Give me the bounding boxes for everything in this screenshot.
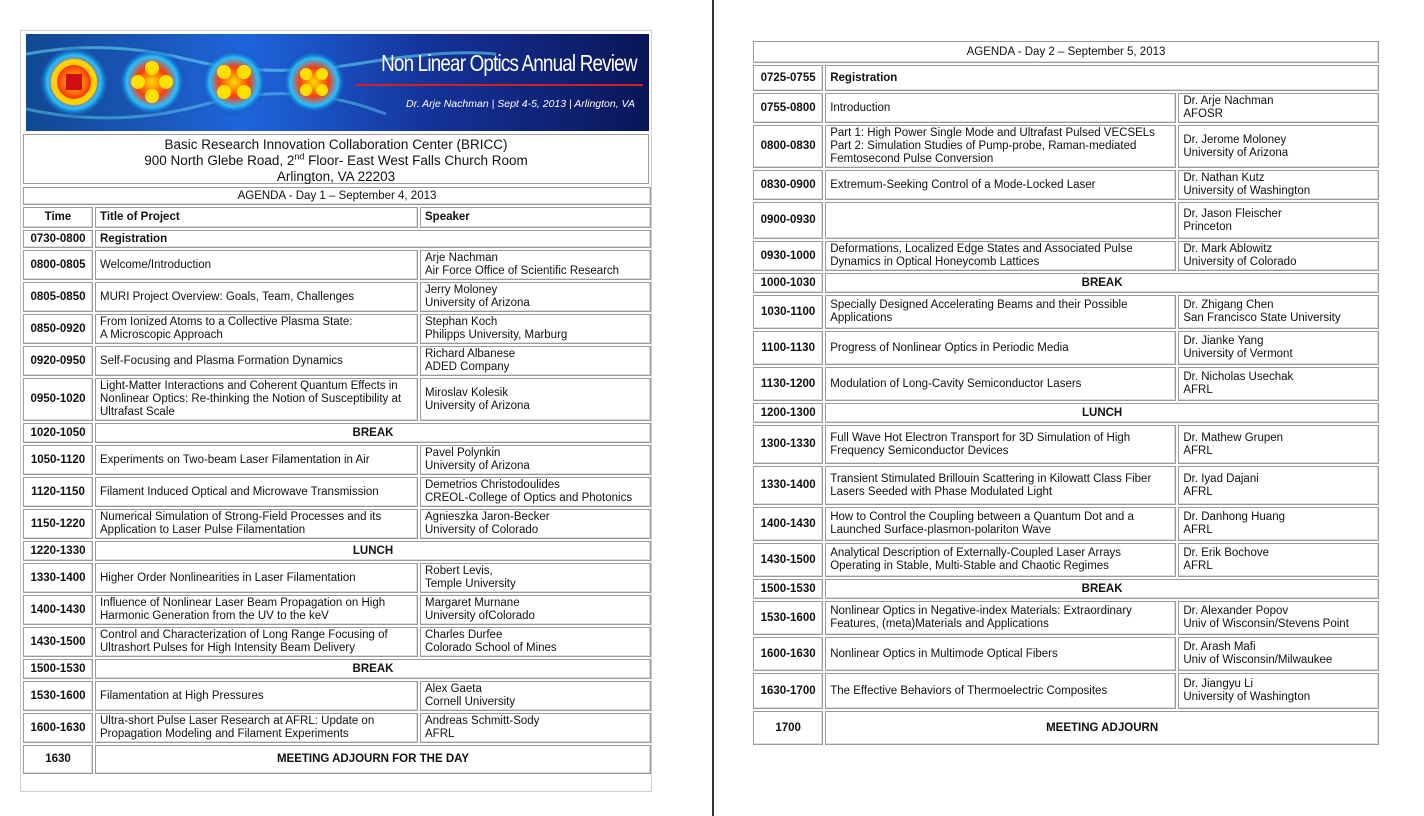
speaker-affiliation: University of Vermont bbox=[1183, 348, 1293, 360]
session-speaker bbox=[1178, 93, 1379, 123]
session-title bbox=[95, 282, 418, 312]
session-title bbox=[95, 681, 418, 711]
speaker-affiliation: Air Force Office of Scientific Research bbox=[425, 265, 620, 277]
session-title bbox=[95, 378, 418, 421]
speaker-name: Dr. Jason Fleischer bbox=[1183, 207, 1282, 220]
speaker-name: Dr. Nathan Kutz bbox=[1183, 172, 1265, 184]
session-title bbox=[95, 445, 418, 475]
session-time: 1400-1430 bbox=[23, 595, 93, 625]
session-speaker bbox=[420, 282, 651, 312]
speaker-name: Dr. Erik Bochove bbox=[1183, 547, 1269, 559]
session-time: 0950-1020 bbox=[23, 378, 93, 421]
agenda-table-day2 bbox=[751, 39, 1381, 747]
table-row bbox=[23, 230, 651, 248]
session-speaker bbox=[420, 627, 651, 657]
agenda-table-day1 bbox=[21, 185, 653, 776]
session-time: 1430-1500 bbox=[753, 543, 823, 577]
session-speaker bbox=[420, 445, 651, 475]
title-line: Nonlinear Optics in Negative-index Materials: Extraordinary bbox=[830, 605, 1132, 617]
table-row bbox=[753, 93, 1379, 123]
speaker-name: Dr. Jianke Yang bbox=[1183, 335, 1264, 347]
table-row bbox=[753, 65, 1379, 91]
session-title bbox=[825, 202, 1176, 239]
title-line: Propagation Modeling and Filament Experiments bbox=[100, 728, 349, 740]
speaker-affiliation: AFRL bbox=[1183, 384, 1213, 396]
speaker-name: Pavel Polynkin bbox=[425, 447, 501, 459]
session-title bbox=[95, 713, 418, 743]
banner-rule bbox=[356, 84, 643, 86]
table-row bbox=[753, 367, 1379, 401]
speaker-affiliation: AFRL bbox=[1183, 560, 1213, 572]
title-line: Ultra-short Pulse Laser Research at AFRL: Update on bbox=[100, 715, 375, 727]
col-time: Time bbox=[23, 207, 93, 228]
title-line: Dynamics in Optical Honeycomb Lattices bbox=[830, 256, 1040, 268]
session-time: 0725-0755 bbox=[753, 65, 823, 91]
speaker-name: Dr. Iyad Dajani bbox=[1183, 472, 1259, 485]
speaker-name: Margaret Murnane bbox=[425, 597, 520, 609]
session-time: 1300-1330 bbox=[753, 425, 823, 464]
session-title bbox=[825, 466, 1176, 505]
table-row bbox=[753, 295, 1379, 329]
session-title bbox=[825, 170, 1176, 200]
table-row bbox=[753, 673, 1379, 709]
title-line: From Ionized Atoms to a Collective Plasma State: bbox=[100, 316, 353, 328]
speaker-affiliation: Temple University bbox=[425, 578, 516, 590]
session-title bbox=[95, 477, 418, 507]
table-row bbox=[23, 627, 651, 657]
title-line: Light-Matter Interactions and Coherent Quantum Effects in bbox=[100, 380, 398, 392]
table-row bbox=[23, 378, 651, 421]
session-title bbox=[825, 543, 1176, 577]
table-row bbox=[753, 579, 1379, 599]
optics-rings-graphic bbox=[26, 34, 649, 131]
session-break bbox=[825, 711, 1379, 745]
title-line: Femtosecond Pulse Conversion bbox=[830, 153, 994, 165]
title-line: Part 1: High Power Single Mode and Ultrafast Pulsed VECSELs bbox=[830, 127, 1155, 139]
table-row bbox=[753, 711, 1379, 745]
title-line: Specially Designed Accelerating Beams and their Possible bbox=[830, 299, 1128, 311]
speaker-name: Dr. Mathew Grupen bbox=[1183, 431, 1284, 444]
speaker-name: Arje Nachman bbox=[425, 252, 498, 264]
speaker-affiliation: CREOL-College of Optics and Photonics bbox=[425, 492, 633, 504]
session-time: 1700 bbox=[753, 711, 823, 745]
speaker-affiliation: Univ of Wisconsin/Stevens Point bbox=[1183, 618, 1349, 630]
speaker-affiliation: AFRL bbox=[425, 728, 455, 740]
session-time: 1600-1630 bbox=[753, 637, 823, 671]
table-row bbox=[753, 543, 1379, 577]
speaker-affiliation: University of Arizona bbox=[425, 297, 530, 309]
session-time: 1530-1600 bbox=[753, 601, 823, 635]
title-line: LUNCH bbox=[1081, 406, 1123, 419]
session-time: 1500-1530 bbox=[753, 579, 823, 599]
session-speaker bbox=[1178, 543, 1379, 577]
title-line: Operating in Stable, Multi-Stable and Chaotic Regimes bbox=[830, 560, 1109, 572]
session-speaker bbox=[1178, 295, 1379, 329]
title-line: Extremum-Seeking Control of a Mode-Locked Laser bbox=[830, 178, 1096, 191]
speaker-name: Dr. Mark Ablowitz bbox=[1183, 243, 1273, 255]
session-speaker bbox=[1178, 601, 1379, 635]
session-title bbox=[825, 367, 1176, 401]
session-title bbox=[825, 93, 1176, 123]
speaker-affiliation: University ofColorado bbox=[425, 610, 535, 622]
speaker-name: Robert Levis, bbox=[425, 565, 493, 577]
banner-title: Non Linear Optics Annual Review bbox=[381, 50, 637, 76]
title-line: Deformations, Localized Edge States and Associated Pulse bbox=[830, 243, 1133, 255]
title-line: Self-Focusing and Plasma Formation Dynamics bbox=[100, 354, 343, 367]
speaker-affiliation: Princeton bbox=[1183, 220, 1232, 233]
title-line: LUNCH bbox=[352, 544, 394, 557]
banner bbox=[26, 34, 649, 131]
table-row bbox=[23, 346, 651, 376]
title-line: Transient Stimulated Brillouin Scattering in Kilowatt Class Fiber bbox=[830, 472, 1152, 485]
agenda-header-row bbox=[753, 41, 1379, 63]
session-time: 1630-1700 bbox=[753, 673, 823, 709]
title-line: Harmonic Generation from the UV to the keV bbox=[100, 610, 329, 622]
speaker-affiliation: Cornell University bbox=[425, 696, 516, 708]
session-time: 0850-0920 bbox=[23, 314, 93, 344]
speaker-name: Jerry Moloney bbox=[425, 284, 498, 296]
title-line: Lasers Seeded with Phase Modulated Light bbox=[830, 485, 1053, 498]
title-line: MURI Project Overview: Goals, Team, Challenges bbox=[100, 290, 355, 303]
speaker-affiliation: University of Arizona bbox=[425, 460, 530, 472]
session-break bbox=[95, 541, 651, 561]
session-speaker bbox=[1178, 202, 1379, 239]
session-speaker bbox=[1178, 331, 1379, 365]
title-line: Modulation of Long-Cavity Semiconductor Lasers bbox=[830, 377, 1082, 390]
table-row bbox=[23, 541, 651, 561]
table-row bbox=[23, 314, 651, 344]
session-title bbox=[825, 125, 1176, 168]
speaker-name: Dr. Zhigang Chen bbox=[1183, 299, 1274, 311]
session-speaker bbox=[420, 713, 651, 743]
session-time: 0830-0900 bbox=[753, 170, 823, 200]
speaker-name: Charles Durfee bbox=[425, 629, 503, 641]
speaker-name: Agnieszka Jaron-Becker bbox=[425, 511, 550, 523]
col-title: Title of Project bbox=[95, 207, 418, 228]
session-speaker bbox=[420, 509, 651, 539]
title-line: Features, (meta)Materials and Applications bbox=[830, 618, 1049, 630]
session-title bbox=[825, 241, 1176, 271]
session-time: 1030-1100 bbox=[753, 295, 823, 329]
session-title bbox=[825, 331, 1176, 365]
table-row bbox=[753, 331, 1379, 365]
speaker-name: Richard Albanese bbox=[425, 348, 516, 360]
table-row bbox=[753, 241, 1379, 271]
title-line: Application to Laser Pulse Filamentation bbox=[100, 524, 306, 536]
agenda-header-row bbox=[23, 187, 651, 205]
session-speaker bbox=[420, 250, 651, 280]
session-title bbox=[825, 601, 1176, 635]
agenda-header-day1: AGENDA - Day 1 – September 4, 2013 bbox=[23, 187, 651, 205]
session-speaker bbox=[420, 378, 651, 421]
table-row bbox=[753, 273, 1379, 293]
agenda-page-day1 bbox=[20, 30, 652, 792]
table-row bbox=[753, 637, 1379, 671]
speaker-affiliation: University of Colorado bbox=[425, 524, 539, 536]
session-break bbox=[95, 659, 651, 679]
page-divider bbox=[712, 0, 714, 816]
table-row bbox=[23, 509, 651, 539]
session-time: 1430-1500 bbox=[23, 627, 93, 657]
session-time: 1220-1330 bbox=[23, 541, 93, 561]
table-row bbox=[23, 563, 651, 593]
session-time: 0800-0830 bbox=[753, 125, 823, 168]
session-speaker bbox=[1178, 170, 1379, 200]
speaker-affiliation: Philipps University, Marburg bbox=[425, 329, 568, 341]
session-speaker bbox=[1178, 673, 1379, 709]
speaker-name: Dr. Jerome Moloney bbox=[1183, 133, 1287, 146]
table-row bbox=[23, 445, 651, 475]
session-title bbox=[95, 627, 418, 657]
session-time: 0800-0805 bbox=[23, 250, 93, 280]
title-line: Nonlinear Optics: Re-thinking the Notion of Susceptibility at bbox=[100, 393, 402, 405]
speaker-name: Alex Gaeta bbox=[425, 683, 482, 695]
title-line: MEETING ADJOURN FOR THE DAY bbox=[276, 753, 470, 765]
title-line: Control and Characterization of Long Range Focusing of bbox=[100, 629, 388, 641]
title-line: Progress of Nonlinear Optics in Periodic Media bbox=[830, 341, 1069, 354]
session-time: 1400-1430 bbox=[753, 507, 823, 541]
speaker-name: Dr. Arash Mafi bbox=[1183, 641, 1256, 653]
column-header-row bbox=[23, 207, 651, 228]
title-line: Filamentation at High Pressures bbox=[100, 689, 264, 702]
title-line: Analytical Description of Externally-Coupled Laser Arrays bbox=[830, 547, 1122, 559]
speaker-name: Dr. Nicholas Usechak bbox=[1183, 371, 1294, 383]
session-title bbox=[95, 563, 418, 593]
table-row bbox=[753, 125, 1379, 168]
session-speaker bbox=[420, 346, 651, 376]
title-line: Part 2: Simulation Studies of Pump-probe, Raman-mediated bbox=[830, 140, 1137, 152]
session-speaker bbox=[1178, 125, 1379, 168]
session-time: 1100-1130 bbox=[753, 331, 823, 365]
venue-block bbox=[23, 134, 649, 184]
session-title bbox=[825, 507, 1176, 541]
title-line: BREAK bbox=[352, 662, 394, 675]
agenda-header-day2: AGENDA - Day 2 – September 5, 2013 bbox=[753, 41, 1379, 63]
session-time: 1130-1200 bbox=[753, 367, 823, 401]
table-row bbox=[753, 507, 1379, 541]
session-title bbox=[825, 637, 1176, 671]
title-line: Applications bbox=[830, 312, 893, 324]
table-row bbox=[23, 250, 651, 280]
venue-line2: 900 North Glebe Road, 2nd Floor- East West Falls Church Room bbox=[144, 151, 528, 168]
title-line: Launched Surface-plasmon-polariton Wave bbox=[830, 524, 1051, 536]
session-speaker bbox=[1178, 425, 1379, 464]
title-line: Welcome/Introduction bbox=[100, 258, 212, 271]
table-row bbox=[753, 601, 1379, 635]
session-time: 0755-0800 bbox=[753, 93, 823, 123]
title-line: Registration bbox=[830, 71, 898, 84]
session-speaker bbox=[420, 314, 651, 344]
session-speaker bbox=[1178, 367, 1379, 401]
session-break bbox=[95, 423, 651, 443]
title-line: BREAK bbox=[1081, 276, 1123, 289]
session-speaker bbox=[420, 681, 651, 711]
table-row bbox=[753, 403, 1379, 423]
venue-line3: Arlington, VA 22203 bbox=[276, 169, 396, 184]
table-row bbox=[23, 477, 651, 507]
speaker-name: Stephan Koch bbox=[425, 316, 498, 328]
speaker-affiliation: AFRL bbox=[1183, 485, 1213, 498]
title-line: How to Control the Coupling between a Quantum Dot and a bbox=[830, 511, 1134, 523]
table-row bbox=[23, 423, 651, 443]
banner-subtitle: Dr. Arje Nachman | Sept 4-5, 2013 | Arlington, VA bbox=[406, 98, 635, 110]
speaker-affiliation: University of Arizona bbox=[425, 399, 530, 412]
session-break bbox=[825, 403, 1379, 423]
session-time: 0730-0800 bbox=[23, 230, 93, 248]
title-line: Higher Order Nonlinearities in Laser Filamentation bbox=[100, 571, 356, 584]
speaker-affiliation: Colorado School of Mines bbox=[425, 642, 557, 654]
table-row bbox=[753, 425, 1379, 464]
speaker-name: Dr. Arje Nachman bbox=[1183, 95, 1274, 107]
title-line: Filament Induced Optical and Microwave Transmission bbox=[100, 485, 379, 498]
table-row bbox=[23, 659, 651, 679]
session-break bbox=[825, 273, 1379, 293]
title-line: Full Wave Hot Electron Transport for 3D Simulation of High bbox=[830, 431, 1131, 444]
session-time: 1330-1400 bbox=[753, 466, 823, 505]
title-line: Ultrashort Pulses for High Intensity Beam Delivery bbox=[100, 642, 356, 654]
session-time: 1000-1030 bbox=[753, 273, 823, 293]
speaker-name: Dr. Alexander Popov bbox=[1183, 605, 1289, 617]
session-title bbox=[825, 65, 1379, 91]
session-time: 1530-1600 bbox=[23, 681, 93, 711]
session-speaker bbox=[420, 563, 651, 593]
table-row bbox=[23, 595, 651, 625]
title-line: Nonlinear Optics in Multimode Optical Fibers bbox=[830, 647, 1058, 660]
title-line: BREAK bbox=[1081, 582, 1123, 595]
speaker-name: Demetrios Christodoulides bbox=[425, 479, 560, 491]
session-time: 0805-0850 bbox=[23, 282, 93, 312]
title-line: Introduction bbox=[830, 101, 891, 114]
session-title bbox=[95, 509, 418, 539]
session-title bbox=[95, 595, 418, 625]
session-time: 1050-1120 bbox=[23, 445, 93, 475]
speaker-affiliation: University of Washington bbox=[1183, 691, 1311, 703]
session-time: 1330-1400 bbox=[23, 563, 93, 593]
speaker-affiliation: University of Arizona bbox=[1183, 146, 1289, 159]
table-row bbox=[753, 170, 1379, 200]
speaker-affiliation: San Francisco State University bbox=[1183, 312, 1341, 324]
session-speaker bbox=[1178, 507, 1379, 541]
session-speaker bbox=[420, 477, 651, 507]
speaker-name: Dr. Danhong Huang bbox=[1183, 511, 1285, 523]
title-line: BREAK bbox=[352, 426, 394, 439]
speaker-affiliation: Univ of Wisconsin/Milwaukee bbox=[1183, 654, 1333, 666]
session-title bbox=[825, 295, 1176, 329]
table-row bbox=[753, 466, 1379, 505]
col-speaker: Speaker bbox=[420, 207, 651, 228]
session-title bbox=[95, 230, 651, 248]
session-speaker bbox=[420, 595, 651, 625]
session-title bbox=[95, 346, 418, 376]
session-time: 1600-1630 bbox=[23, 713, 93, 743]
table-row bbox=[23, 282, 651, 312]
speaker-affiliation: AFRL bbox=[1183, 524, 1213, 536]
speaker-affiliation: University of Washington bbox=[1183, 185, 1311, 197]
table-row bbox=[23, 713, 651, 743]
session-speaker bbox=[1178, 637, 1379, 671]
agenda-page-day2 bbox=[751, 39, 1381, 781]
session-time: 1200-1300 bbox=[753, 403, 823, 423]
session-break bbox=[825, 579, 1379, 599]
title-line: Frequency Semiconductor Devices bbox=[830, 444, 1009, 457]
title-line: Ultrafast Scale bbox=[100, 406, 175, 418]
title-line: MEETING ADJOURN bbox=[1046, 721, 1159, 734]
session-time: 1020-1050 bbox=[23, 423, 93, 443]
speaker-name: Miroslav Kolesik bbox=[425, 386, 509, 399]
session-time: 1630 bbox=[23, 745, 93, 774]
session-time: 1120-1150 bbox=[23, 477, 93, 507]
title-line: Numerical Simulation of Strong-Field Processes and its bbox=[100, 511, 382, 523]
session-title bbox=[95, 250, 418, 280]
session-speaker bbox=[1178, 466, 1379, 505]
table-row bbox=[23, 745, 651, 774]
session-speaker bbox=[1178, 241, 1379, 271]
title-line: A Microscopic Approach bbox=[100, 329, 223, 341]
session-time: 0930-1000 bbox=[753, 241, 823, 271]
speaker-affiliation: University of Colorado bbox=[1183, 256, 1297, 268]
session-time: 1500-1530 bbox=[23, 659, 93, 679]
session-break bbox=[95, 745, 651, 774]
speaker-affiliation: AFOSR bbox=[1183, 108, 1223, 120]
table-row bbox=[23, 681, 651, 711]
speaker-affiliation: ADED Company bbox=[425, 361, 510, 373]
session-time: 1150-1220 bbox=[23, 509, 93, 539]
session-title bbox=[825, 673, 1176, 709]
speaker-affiliation: AFRL bbox=[1183, 444, 1213, 457]
venue-line1: Basic Research Innovation Collaboration Center (BRICC) bbox=[164, 137, 508, 152]
speaker-name: Dr. Jiangyu Li bbox=[1183, 678, 1254, 690]
session-time: 0920-0950 bbox=[23, 346, 93, 376]
table-row bbox=[753, 202, 1379, 239]
session-title bbox=[95, 314, 418, 344]
session-time: 0900-0930 bbox=[753, 202, 823, 239]
session-title bbox=[825, 425, 1176, 464]
title-line: Experiments on Two-beam Laser Filamentation in Air bbox=[100, 453, 370, 466]
title-line: The Effective Behaviors of Thermoelectric Composites bbox=[830, 684, 1108, 697]
speaker-name: Andreas Schmitt-Sody bbox=[425, 715, 540, 727]
title-line: Registration bbox=[100, 232, 168, 245]
title-line: Influence of Nonlinear Laser Beam Propagation on High bbox=[100, 597, 386, 609]
